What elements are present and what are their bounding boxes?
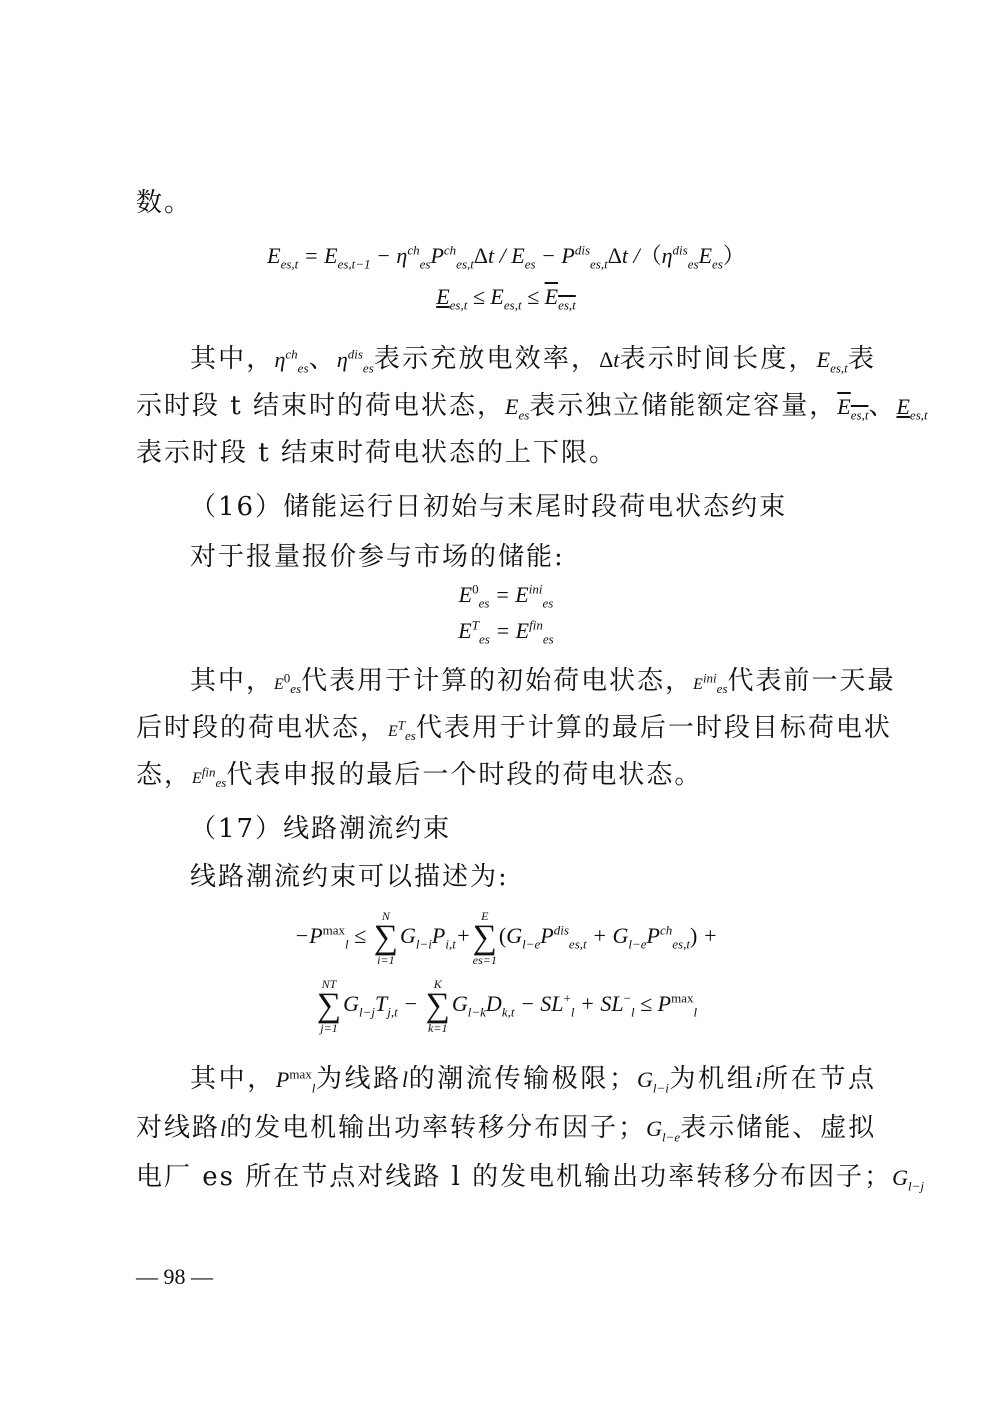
section-heading-17 <box>190 812 876 846</box>
text-line: 其中，$P^{max}_l$为线路l的潮流传输极限；$G_{l-i}$为机组i所在节点 <box>190 1064 876 1096</box>
text-line <box>190 860 876 894</box>
text-line <box>190 540 876 574</box>
text-line <box>136 186 876 220</box>
text-line: 电厂 es 所在节点对线路 l 的发电机输出功率转移分布因子；$G_{l-j}$ <box>136 1162 924 1194</box>
page-number: — 98 — <box>136 1264 213 1289</box>
text-span: 所在节点 <box>761 1064 876 1094</box>
text-span: 代表前一天最 <box>727 666 896 696</box>
text-line <box>136 436 876 470</box>
text-span: 示时段 t 结束时的荷电状态， <box>136 391 505 421</box>
text-span: 、 <box>308 344 337 374</box>
equation-final-soc: $E^T_{es} = E^{fin}_{es}$ <box>458 617 554 647</box>
text-span: 代表申报的最后一个时段的荷电状态。 <box>226 760 703 790</box>
text-line: 态，$E^{fin}_{es}$代表申报的最后一个时段的荷电状态。 <box>136 760 703 791</box>
text-span: 对线路 <box>136 1113 221 1143</box>
text-span: 数。 <box>136 188 193 218</box>
equation-line-flow-part1: $-P^{max}_l$ ≤ N ∑ i=1 $G_{l-i}P_{i,t}+$ E ∑ es=1 $(G_{l-e}P^{dis}_{es,t} + G_{l-e}P^{ch}_{es,t})$ + <box>294 909 718 967</box>
text-span: 表示充放电效率， <box>373 344 600 374</box>
equation-line-flow-part2: NT ∑ j=1 $G_{l-j}T_{j,t}$ − K ∑ k=1 $G_{l-k}D_{k,t} - SL^+_l + SL^-_l \le P^{max}_l$ <box>316 977 698 1035</box>
text-span: 表示储能、虚拟 <box>680 1113 877 1143</box>
text-span: 代表用于计算的初始荷电状态， <box>301 666 694 696</box>
text-span: 后时段的荷电状态， <box>136 713 389 743</box>
text-span: 为线路 <box>315 1064 402 1094</box>
text-span: 其中， <box>190 344 275 374</box>
text-span: （16）储能运行日初始与末尾时段荷电状态约束 <box>190 492 788 522</box>
text-span: 态， <box>136 760 193 790</box>
text-span: 表 <box>847 344 876 374</box>
text-span: 线路潮流约束可以描述为: <box>190 862 509 892</box>
text-line: 对线路l的发电机输出功率转移分布因子；$G_{l-e}$表示储能、虚拟 <box>136 1113 877 1145</box>
text-span: 的潮流传输极限； <box>407 1064 637 1094</box>
text-span: 电厂 es 所在节点对线路 l 的发电机输出功率转移分布因子； <box>136 1162 893 1192</box>
text-span: 其中， <box>190 666 275 696</box>
text-span: 对于报量报价参与市场的储能: <box>190 542 565 572</box>
text-line: 其中，$\eta^{ch}_{es}$、$\eta^{dis}_{es}$表示充放电效率，Δt表示时间长度，$E_{es,t}$表 <box>190 344 876 376</box>
equation-soc-bounds: $E_{es,t} \le E_{es,t} \le E_{es,t}$ <box>436 284 576 313</box>
text-span: 代表用于计算的最后一时段目标荷电状 <box>415 713 892 743</box>
section-heading-16 <box>190 490 876 524</box>
text-line: 其中，$E^0_{es}$代表用于计算的初始荷电状态，$E^{ini}_{es}$代表前一天最 <box>190 666 896 697</box>
text-span: 为机组 <box>668 1064 756 1094</box>
text-span: 、 <box>868 391 897 421</box>
text-span: 表示时段 t 结束时荷电状态的上下限。 <box>136 438 617 468</box>
text-span: 其中， <box>190 1064 276 1094</box>
text-line: 示时段 t 结束时的荷电状态，$E_{es}$表示独立储能额定容量，$E_{es,t}$、$E_{es,t}$ <box>136 391 928 423</box>
text-span: 的发电机输出功率转移分布因子； <box>226 1113 647 1143</box>
text-span: 表示时间长度， <box>619 344 817 374</box>
text-span: （17）线路潮流约束 <box>190 814 452 844</box>
equation-initial-soc: $E^0_{es} = E^{ini}_{es}$ <box>458 581 554 611</box>
text-span: 表示独立储能额定容量， <box>529 391 838 421</box>
equation-soc-update: $E_{es,t} = E_{es,t-1} - \eta^{ch}_{es}P^{ch}_{es,t}\Delta t / E_{es} - P^{dis}_{es,t}\Delta t$ $/(\eta^{dis}_{es}E_{es})$ <box>267 242 745 272</box>
text-line: 后时段的荷电状态，$E^T_{es}$代表用于计算的最后一时段目标荷电状 <box>136 713 892 744</box>
